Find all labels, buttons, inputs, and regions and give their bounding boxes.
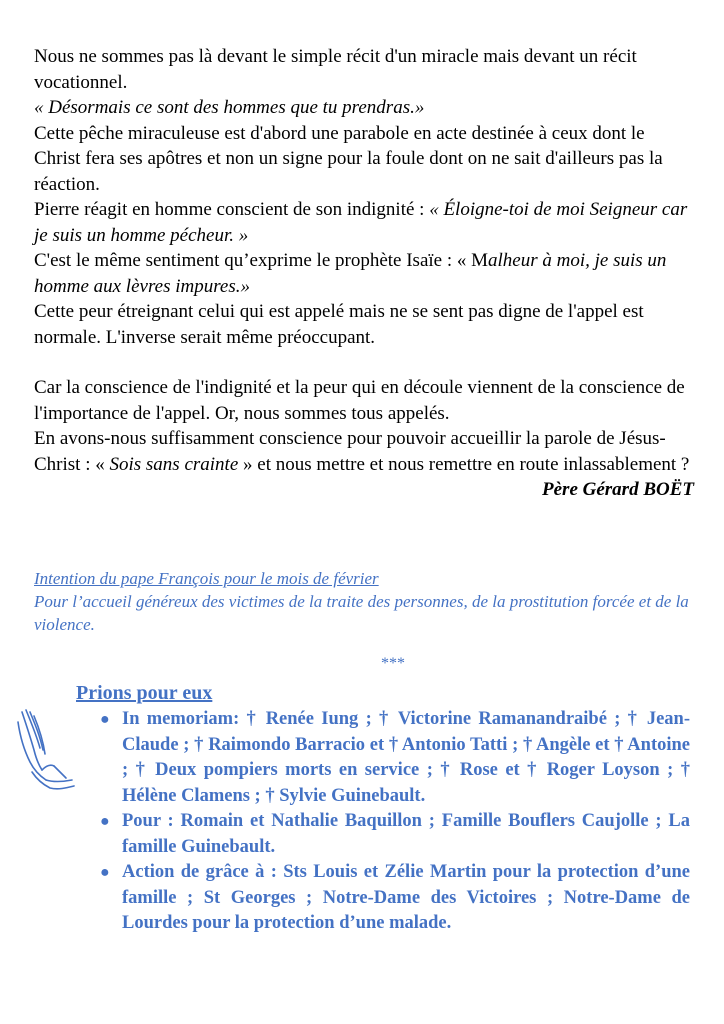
text-run: Nous ne sommes pas là devant le simple récit d'un miracle mais devant un récit vocationnel. <box>34 46 637 93</box>
signature: Père Gérard BOËT <box>542 479 694 500</box>
bullet-icon: ● <box>100 864 110 881</box>
text-run: Car la conscience de l'indignité et la peur qui en découle viennent de la conscience de l'importance de l'appel. Or, nous sommes tous appelés. <box>34 377 685 424</box>
bullet-icon: ● <box>100 813 110 830</box>
prayer-title: Prions pour eux <box>76 682 213 704</box>
intention-title: Intention du pape François pour le mois de février <box>34 569 379 588</box>
text-run: Pierre réagit en homme conscient de son indignité : <box>34 199 430 220</box>
text-line <box>34 121 694 198</box>
text-line <box>34 299 694 350</box>
text-line <box>34 375 694 426</box>
prayer-list <box>100 707 690 937</box>
prayer-item <box>100 809 690 860</box>
italic-run: « Désormais ce sont des hommes que tu prendras.» <box>34 97 425 118</box>
paragraph-gap <box>34 350 694 375</box>
prayer-item-text: In memoriam: † Renée Iung ; † Victorine Ramanandraibé ; † Jean-Claude ; † Raimondo Barracio et † Antonio Tatti ; † Angèle et † Antoine ; † Deux pompiers morts en service ; † Rose et † Roger Loyson ; † Hélène Clamens ; † Sylvie Guinebault. <box>122 709 690 806</box>
text-line <box>34 426 694 477</box>
text-line <box>34 95 694 121</box>
intention-text: Pour l’accueil généreux des victimes de la traite des personnes, de la prostitution forcée et de la violence. <box>34 592 689 634</box>
text-run: Cette peur étreignant celui qui est appelé mais ne se sent pas digne de l'appel est normale. L'inverse serait même préoccupant. <box>34 301 644 348</box>
italic-run: Sois sans crainte <box>109 453 239 475</box>
bullet-icon: ● <box>100 711 110 728</box>
homily-text <box>34 44 694 503</box>
prayer-item-text: Action de grâce à : Sts Louis et Zélie Martin pour la protection d’une famille ; St Georges ; Notre-Dame des Victoires ; Notre-Dame de Lourdes pour la protection d’une malade. <box>122 862 690 933</box>
text-run: C'est le même sentiment qu’exprime le prophète Isaïe : « M <box>34 250 489 271</box>
text-run: En avons-nous suffisamment conscience pour pouvoir accueillir la parole de Jésus-Christ : « <box>34 428 666 475</box>
prayer-item <box>100 707 690 809</box>
text-run: » et nous mettre et nous remettre en route inlassablement ? <box>238 453 690 475</box>
prayer-item <box>100 860 690 937</box>
homily-paragraphs <box>34 44 694 477</box>
praying-hands-icon <box>12 706 78 792</box>
text-line <box>34 197 694 248</box>
text-run: Cette pêche miraculeuse est d'abord une parabole en acte destinée à ceux dont le Christ fera ses apôtres et non un signe pour la foule dont on ne sait d'ailleurs pas la réaction. <box>34 122 663 195</box>
italic-run: alheur à moi, je suis un homme aux lèvres impures.» <box>34 250 667 297</box>
separator: *** <box>381 655 405 672</box>
text-line <box>34 248 694 299</box>
prayer-item-text: Pour : Romain et Nathalie Baquillon ; Famille Bouflers Caujolle ; La famille Guinebault. <box>122 811 690 857</box>
italic-run: « Éloigne-toi de moi Seigneur car je suis un homme pécheur. » <box>34 199 688 246</box>
text-line <box>34 44 694 95</box>
pope-intention <box>34 567 694 636</box>
